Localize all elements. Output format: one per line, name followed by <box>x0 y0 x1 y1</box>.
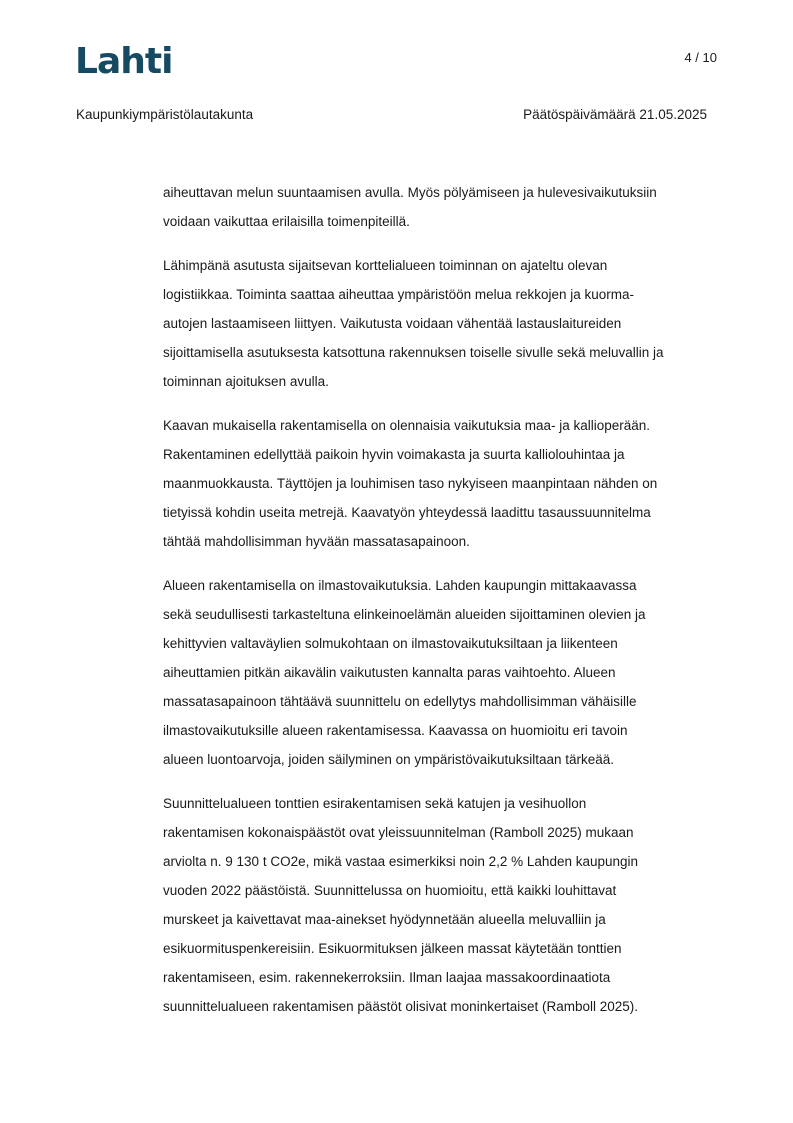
text-line: aiheuttamien pitkän aikavälin vaikutusten kannalta paras vaihtoehto. Alueen <box>163 665 616 680</box>
paragraph-climate <box>163 571 723 774</box>
text-line: tähtää mahdollisimman hyvään massatasapainoon. <box>163 534 470 549</box>
page-number: 4 / 10 <box>684 50 717 65</box>
text-line: murskeet ja kaivettavat maa-ainekset hyödynnetään alueella meluvalliin ja <box>163 912 606 927</box>
paragraph-noise-mitigation <box>163 178 723 236</box>
text-line: Lähimpänä asutusta sijaitsevan korttelialueen toiminnan on ajateltu olevan <box>163 258 608 273</box>
text-line: autojen lastaamiseen liittyen. Vaikutusta voidaan vähentää lastauslaitureiden <box>163 316 622 331</box>
text-line: esikuormituspenkereisiin. Esikuormituksen jälkeen massat käytetään tonttien <box>163 941 622 956</box>
paragraph-logistics <box>163 251 723 396</box>
text-line: suunnittelualueen rakentamisen päästöt olisivat moninkertaiset (Ramboll 2025). <box>163 999 639 1014</box>
text-line: maanmuokkausta. Täyttöjen ja louhimisen taso nykyiseen maanpintaan nähden on <box>163 476 658 491</box>
organization-name: Kaupunkiympäristölautakunta <box>76 107 254 122</box>
text-line: alueen luontoarvoja, joiden säilyminen on ympäristövaikutuksiltaan tärkeää. <box>163 752 615 767</box>
text-line: arviolta n. 9 130 t CO2e, mikä vastaa esimerkiksi noin 2,2 % Lahden kaupungin <box>163 854 639 869</box>
text-line: ilmastovaikutuksille alueen rakentamisessa. Kaavassa on huomioitu eri tavoin <box>163 723 628 738</box>
decision-date: Päätöspäivämäärä 21.05.2025 <box>523 107 707 122</box>
paragraph-emissions <box>163 789 723 1021</box>
text-line: Kaavan mukaisella rakentamisella on olennaisia vaikutuksia maa- ja kallioperään. <box>163 418 651 433</box>
text-line: logistiikkaa. Toiminta saattaa aiheuttaa ympäristöön melua rekkojen ja kuorma- <box>163 287 634 302</box>
text-line: rakentamisen kokonaispäästöt ovat yleissuunnitelman (Ramboll 2025) mukaan <box>163 825 634 840</box>
text-line: sijoittamisella asutuksesta katsottuna rakennuksen toiselle sivulle sekä meluvallin ja <box>163 345 664 360</box>
document-body <box>163 178 723 1036</box>
text-line: massatasapainoon tähtäävä suunnittelu on edellytys mahdollisimman vähäisille <box>163 694 637 709</box>
text-line: kehittyvien valtaväylien solmukohtaan on ilmastovaikutuksiltaan ja liikenteen <box>163 636 618 651</box>
text-line: toiminnan ajoituksen avulla. <box>163 374 329 389</box>
paragraph-bedrock <box>163 411 723 556</box>
text-line: Rakentaminen edellyttää paikoin hyvin voimakasta ja suurta kalliolouhintaa ja <box>163 447 625 462</box>
lahti-logo: Lahti <box>75 41 173 82</box>
text-line: Suunnittelualueen tonttien esirakentamisen sekä katujen ja vesihuollon <box>163 796 587 811</box>
text-line: vuoden 2022 päästöistä. Suunnittelussa on huomioitu, että kaikki louhittavat <box>163 883 617 898</box>
text-line: rakentamiseen, esim. rakennekerroksiin. Ilman laajaa massakoordinaatiota <box>163 970 611 985</box>
text-line: Alueen rakentamisella on ilmastovaikutuksia. Lahden kaupungin mittakaavassa <box>163 578 637 593</box>
text-line: tietyissä kohdin useita metrejä. Kaavatyön yhteydessä laadittu tasaussuunnitelma <box>163 505 651 520</box>
text-line: sekä seudullisesti tarkasteltuna elinkeinoelämän alueiden sijoittaminen olevien ja <box>163 607 646 622</box>
text-line: aiheuttavan melun suuntaamisen avulla. Myös pölyämiseen ja hulevesivaikutuksiin <box>163 185 657 200</box>
text-line: voidaan vaikuttaa erilaisilla toimenpiteillä. <box>163 214 410 229</box>
